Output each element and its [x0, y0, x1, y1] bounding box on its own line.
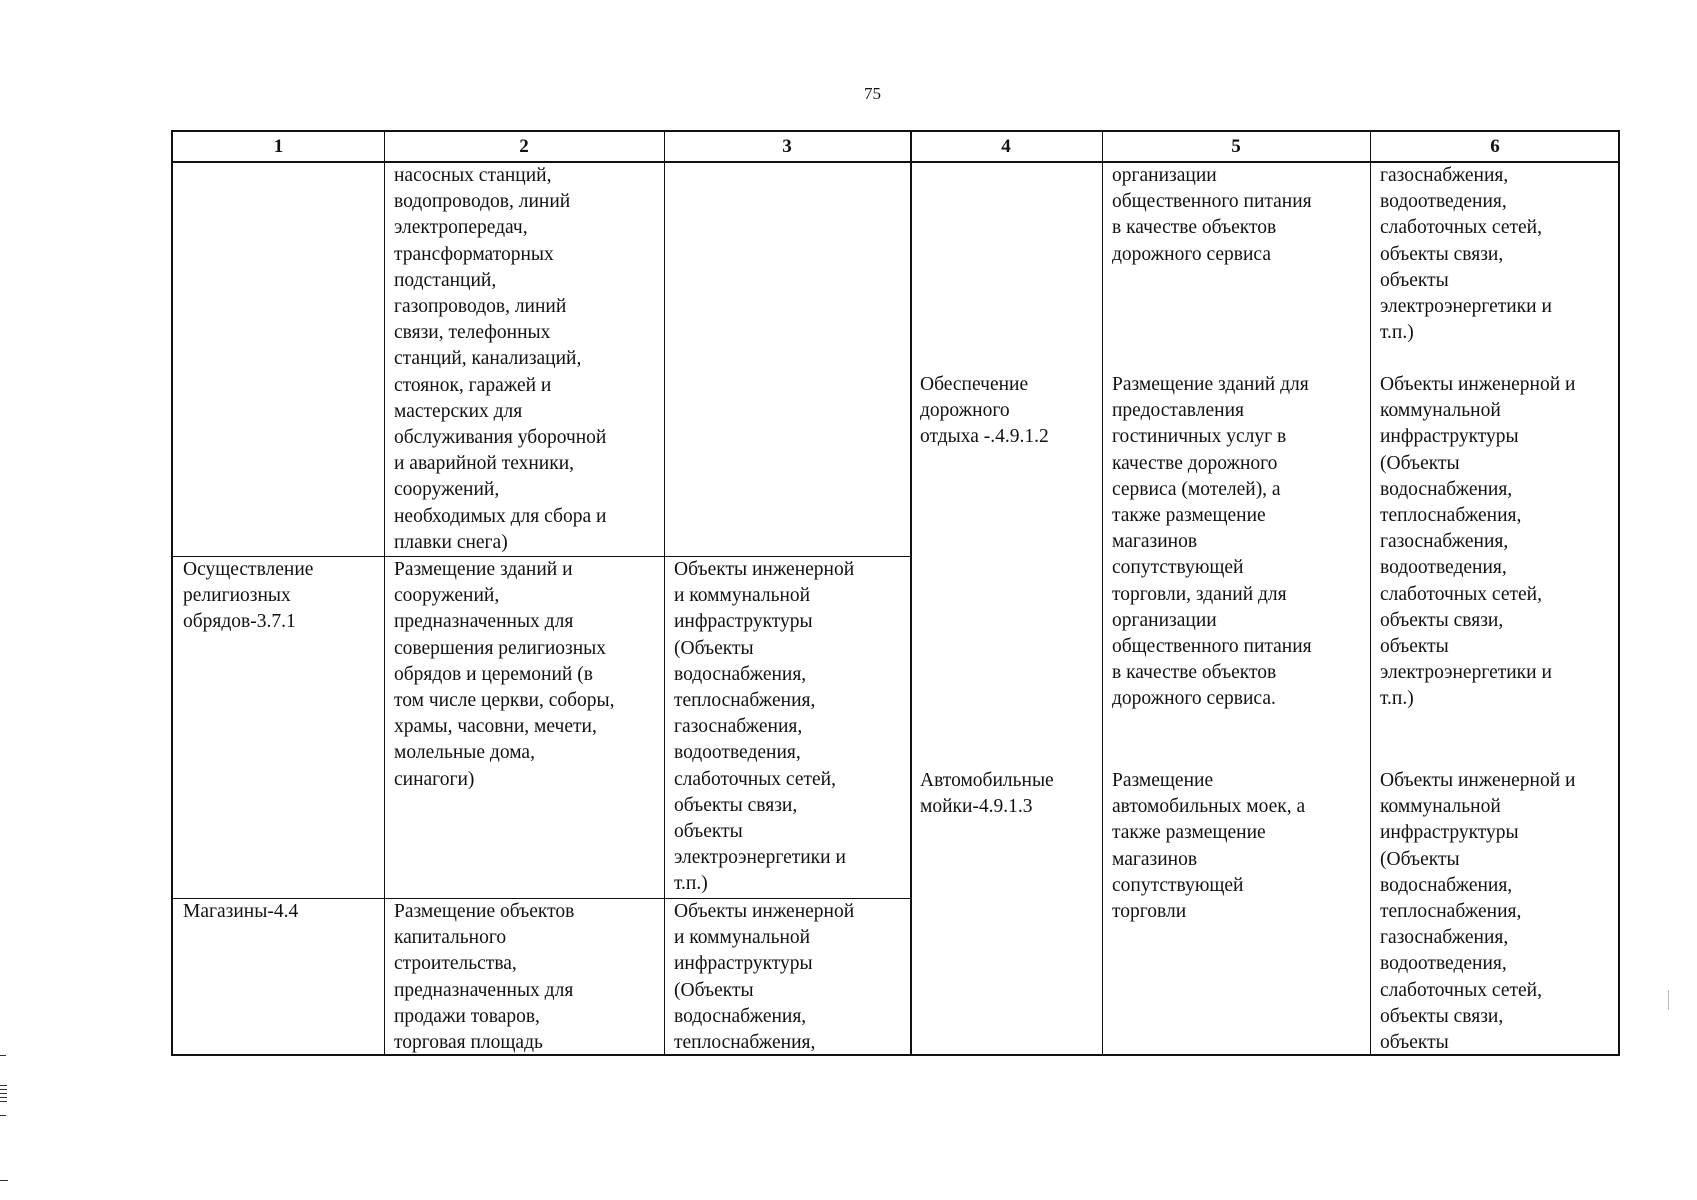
cell-right-row1-col4: [910, 163, 1102, 363]
cell-row3-col3: Объекты инженерной и коммунальной инфраструктуры (Объекты водоснабжения, теплоснабжения,: [674, 901, 855, 1054]
cell-right-row3-col6: Объекты инженерной и коммунальной инфраструктуры (Объекты водоснабжения, теплоснабжения, газоснабжения, водоотведения, слаботочных сетей, объекты связи, объекты: [1380, 770, 1576, 1054]
cell-row2-col1: Осуществление религиозных обрядов-3.7.1: [183, 559, 314, 633]
cell-row2-col3: Объекты инженерной и коммунальной инфраструктуры (Объекты водоснабжения, теплоснабжения, газоснабжения, водоотведения, слаботочных сетей, объекты связи, объекты электроэнергетики и т.п.): [674, 559, 855, 895]
page-number: 75: [864, 84, 881, 103]
scan-edge-mark: [1668, 990, 1669, 1010]
header-col-4: 4: [1001, 136, 1011, 157]
table-header-row: [173, 132, 1618, 163]
cell-row3-col1: Магазины-4.4: [183, 901, 299, 922]
cell-right-row3-col5: Размещение автомобильных моек, а также размещение магазинов сопутствующей торговли: [1112, 770, 1306, 923]
cell-row1-col1: [173, 163, 384, 556]
cell-row3-col2: Размещение объектов капитального строительства, предназначенных для продажи товаров, торговая площадь: [394, 901, 575, 1054]
cell-right-row2-col6: Объекты инженерной и коммунальной инфраструктуры (Объекты водоснабжения, теплоснабжения, газоснабжения, водоотведения, слаботочных сетей, объекты связи, объекты электроэнергетики и т.п.): [1380, 374, 1576, 710]
cell-row2-col2: Размещение зданий и сооружений, предназначенных для совершения религиозных обрядов и церемоний (в том числе церкви, соборы, храмы, часовни, мечети, молельные дома, синагоги): [394, 559, 615, 790]
header-col-6: 6: [1490, 136, 1500, 157]
cell-right-row1-col6: газоснабжения, водоотведения, слаботочных сетей, объекты связи, объекты электроэнергетики и т.п.): [1380, 165, 1552, 344]
cell-right-row1-col5: организации общественного питания в качестве объектов дорожного сервиса: [1112, 165, 1312, 265]
cell-row1-col3: [664, 163, 910, 556]
cell-right-row2-col4: Обеспечение дорожного отдыха -.4.9.1.2: [920, 374, 1049, 448]
cell-row1-col2: насосных станций, водопроводов, линий электропередач, трансформаторных подстанций, газопроводов, линий связи, телефонных станций, канализаций, стоянок, гаражей и мастерских для обслуживания уборочной и аварийной техники, сооружений, необходимых для сбора и плавки снега): [394, 165, 607, 553]
header-col-3: 3: [782, 136, 792, 157]
cell-right-row2-col5: Размещение зданий для предоставления гостиничных услуг в качестве дорожного сервиса (мотелей), а также размещение магазинов сопутствующей торговли, зданий для организации общественного питания в качестве объектов дорожного сервиса.: [1112, 374, 1312, 710]
scan-edge-marks: [0, 1055, 10, 1185]
cell-right-row3-col4: Автомобильные мойки-4.9.1.3: [920, 770, 1054, 818]
header-col-5: 5: [1231, 136, 1241, 157]
header-col-2: 2: [519, 136, 529, 157]
land-use-table: [171, 130, 1620, 1056]
header-col-1: 1: [273, 136, 284, 157]
